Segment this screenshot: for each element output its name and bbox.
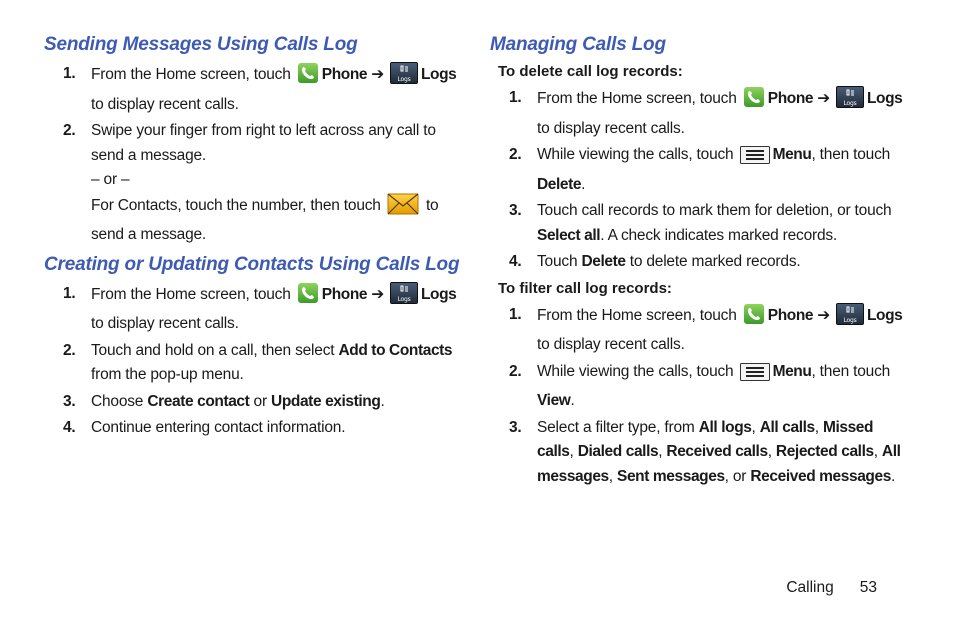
left-column [44, 34, 464, 443]
list-item: 2. While viewing the calls, touch Menu, then touch View. [509, 362, 891, 409]
list-item: 2. Swipe your finger from right to left across any call to send a message. – or – For Contacts, touch the number, then touch to send a message. [63, 122, 439, 243]
phone-icon [297, 282, 319, 313]
page-footer [786, 579, 877, 597]
filter-records-steps [490, 303, 910, 490]
list-item: 3. Touch call records to mark them for deletion, or touch Select all. A check indicates marked records. [509, 202, 892, 244]
list-item: 4. Continue entering contact information. [63, 419, 346, 436]
section-title-managing-calls-log: Managing Calls Log [490, 34, 666, 55]
svg-text:Logs: Logs [843, 100, 857, 107]
creating-contacts-steps [44, 282, 464, 441]
subheading-filter-records: To filter call log records: [498, 279, 672, 297]
phone-icon [297, 62, 319, 93]
menu-icon [740, 146, 770, 173]
logs-icon [390, 62, 418, 93]
list-item: 1. From the Home screen, touch Phone ➔ Logs Logs to display recent calls. [44, 62, 464, 117]
delete-records-steps [490, 86, 910, 275]
section-title-sending-messages: Sending Messages Using Calls Log [44, 34, 358, 55]
list-item: 2. While viewing the calls, touch Menu, then touch Delete. [509, 146, 891, 193]
right-column [490, 34, 910, 491]
menu-icon [740, 363, 770, 390]
list-item: 3. Choose Create contact or Update existing. [63, 392, 385, 410]
logs-icon [836, 303, 864, 334]
list-item: 1. From the Home screen, touch Phone ➔ Logs Logs to display recent calls. [44, 282, 464, 337]
list-item: 2. Touch and hold on a call, then select Add to Contacts from the pop-up menu. [63, 341, 453, 383]
sending-messages-steps [44, 62, 464, 248]
section-title-creating-contacts: Creating or Updating Contacts Using Calls Log [44, 253, 460, 275]
list-item: 1. From the Home screen, touch Phone ➔ Logs Logs to display recent calls. [490, 303, 910, 358]
logs-icon [390, 282, 418, 313]
logs-icon [836, 86, 864, 117]
phone-icon [743, 303, 765, 334]
svg-text:Logs: Logs [397, 295, 411, 303]
svg-text:Logs: Logs [843, 316, 857, 324]
list-item: 1. From the Home screen, touch Phone ➔ Logs Logs to display recent calls. [490, 86, 910, 141]
envelope-icon [387, 193, 419, 224]
list-item: 4. Touch Delete to delete marked records. [509, 253, 801, 270]
list-item: 3. Select a filter type, from All logs, All calls, Missed calls, Dialed calls, Received calls, Rejected calls, All messages, Sent messages, or Received messages. [509, 418, 901, 485]
footer-section-name: Calling [786, 579, 834, 596]
subheading-delete-records: To delete call log records: [498, 63, 683, 80]
phone-icon [743, 86, 765, 117]
svg-text:Logs: Logs [397, 76, 411, 83]
page-number: 53 [859, 579, 877, 596]
